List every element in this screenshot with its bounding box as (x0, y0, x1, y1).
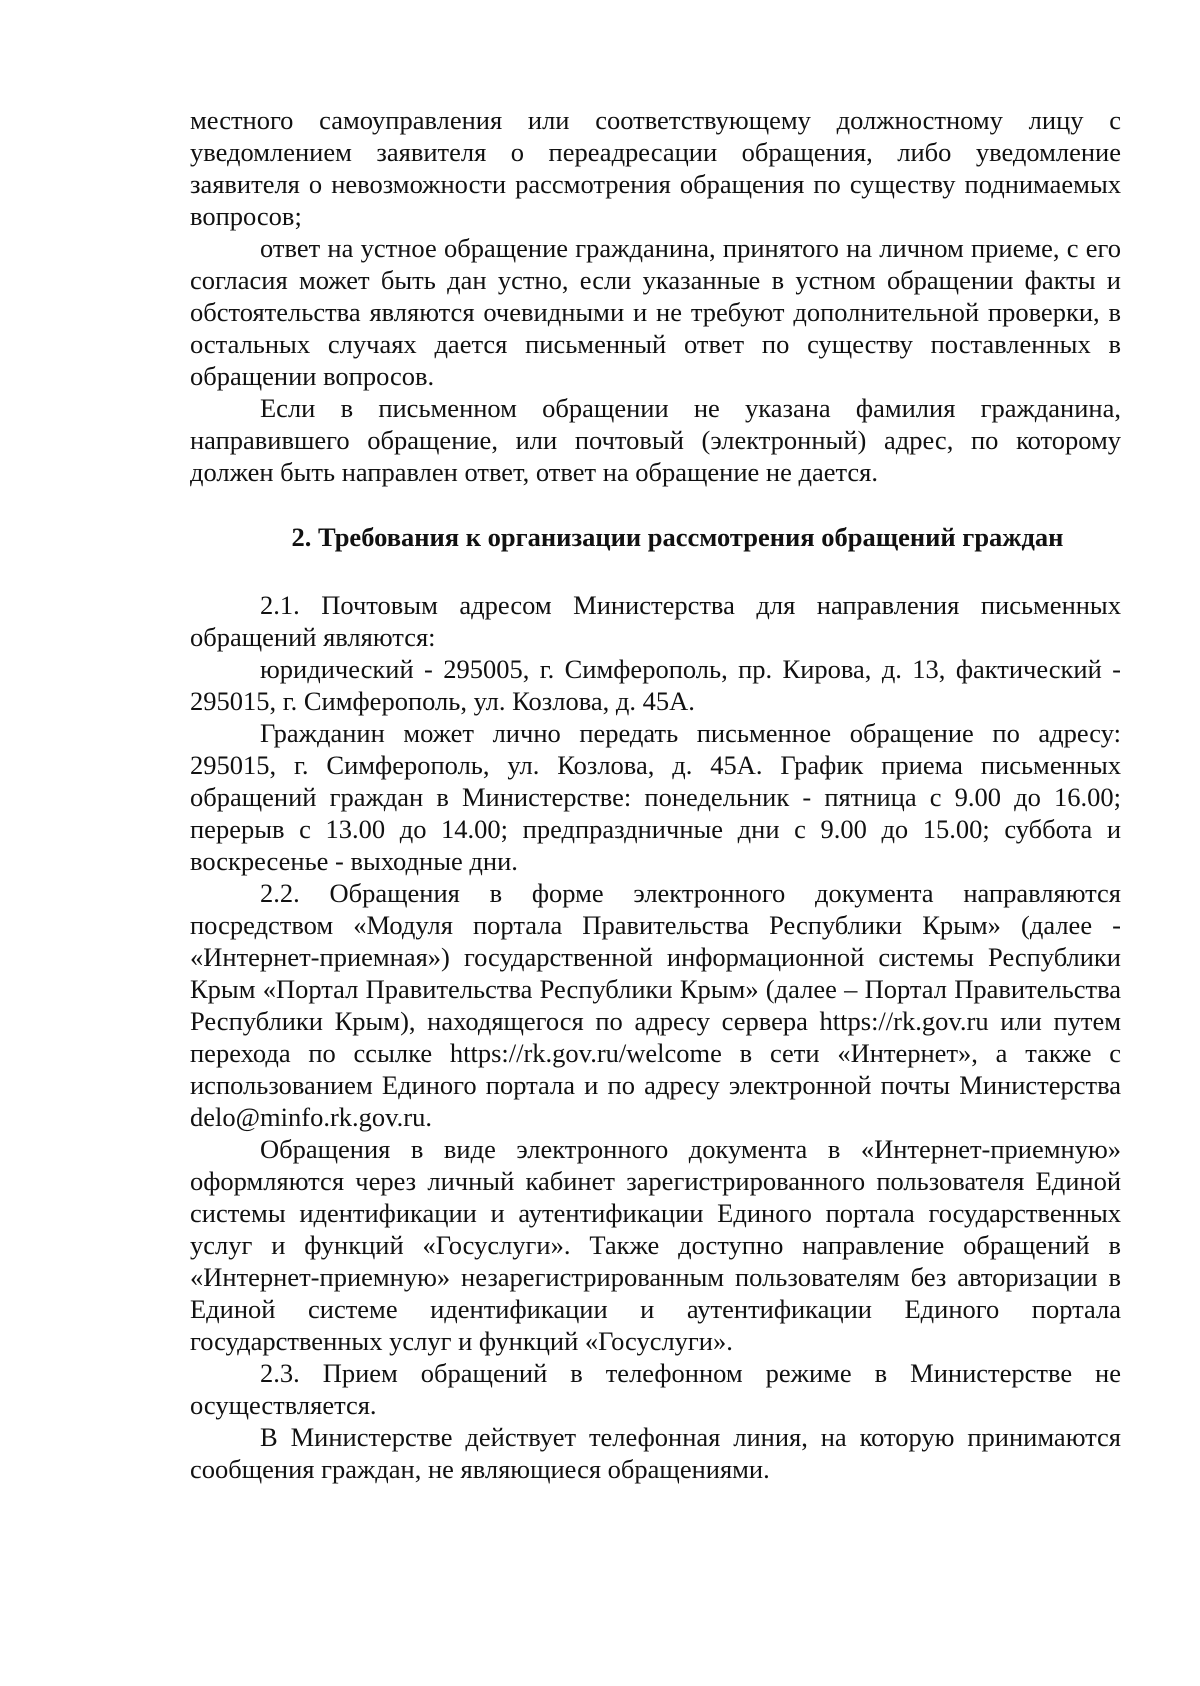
section-heading: 2. Требования к организации рассмотрения обращений граждан (291, 522, 1064, 552)
document-page (190, 104, 1121, 1485)
paragraph-internet-reception: Обращения в виде электронного документа в «Интернет-приемную» оформляются через личный кабинет зарегистрированного пользователя Единой системы идентификации и аутентификации Единого портала государственных услуг и функций «Госуслуги». Также доступно направление обращений в «Интернет-приемную» незарегистрированным пользователям без авторизации в Единой системе идентификации и аутентификации Единого портала государственных услуг и функций «Госуслуги». (190, 1134, 1121, 1356)
paragraph-2-3: 2.3. Прием обращений в телефонном режиме в Министерстве не осуществляется. (190, 1358, 1121, 1420)
paragraph-2-2: 2.2. Обращения в форме электронного документа направляются посредством «Модуля портала Правительства Республики Крым» (далее - «Интернет-приемная») государственной информационной системы Республики Крым «Портал Правительства Республики Крым» (далее – Портал Правительства Республики Крым), находящегося по адресу сервера https://rk.gov.ru или путем перехода по ссылке https://rk.gov.ru/welcome в сети «Интернет», а также с использованием Единого портала и по адресу электронной почты Министерства delo@minfo.rk.gov.ru. (190, 878, 1121, 1132)
paragraph-addresses: юридический - 295005, г. Симферополь, пр. Кирова, д. 13, фактический - 295015, г. Симферополь, ул. Козлова, д. 45А. (190, 654, 1121, 716)
paragraph-2-1: 2.1. Почтовым адресом Министерства для направления письменных обращений являются: (190, 590, 1121, 652)
paragraph-schedule: Гражданин может лично передать письменное обращение по адресу: 295015, г. Симферополь, ул. Козлова, д. 45А. График приема письменных обращений граждан в Министерстве: понедельник - пятница с 9.00 до 16.00; перерыв с 13.00 до 14.00; предпраздничные дни с 9.00 до 15.00; суббота и воскресенье - выходные дни. (190, 718, 1121, 876)
paragraph-continued: местного самоуправления или соответствующему должностному лицу с уведомлением заявителя о переадресации обращения, либо уведомление заявителя о невозможности рассмотрения обращения по существу поднимаемых вопросов; (190, 105, 1121, 231)
paragraph-phone-line: В Министерстве действует телефонная линия, на которую принимаются сообщения граждан, не являющиеся обращениями. (190, 1422, 1121, 1484)
paragraph-oral-response: ответ на устное обращение гражданина, принятого на личном приеме, с его согласия может быть дан устно, если указанные в устном обращении факты и обстоятельства являются очевидными и не требуют дополнительной проверки, в остальных случаях дается письменный ответ по существу поставленных в обращении вопросов. (190, 233, 1121, 391)
paragraph-no-surname: Если в письменном обращении не указана фамилия гражданина, направившего обращение, или почтовый (электронный) адрес, по которому должен быть направлен ответ, ответ на обращение не дается. (190, 393, 1121, 487)
